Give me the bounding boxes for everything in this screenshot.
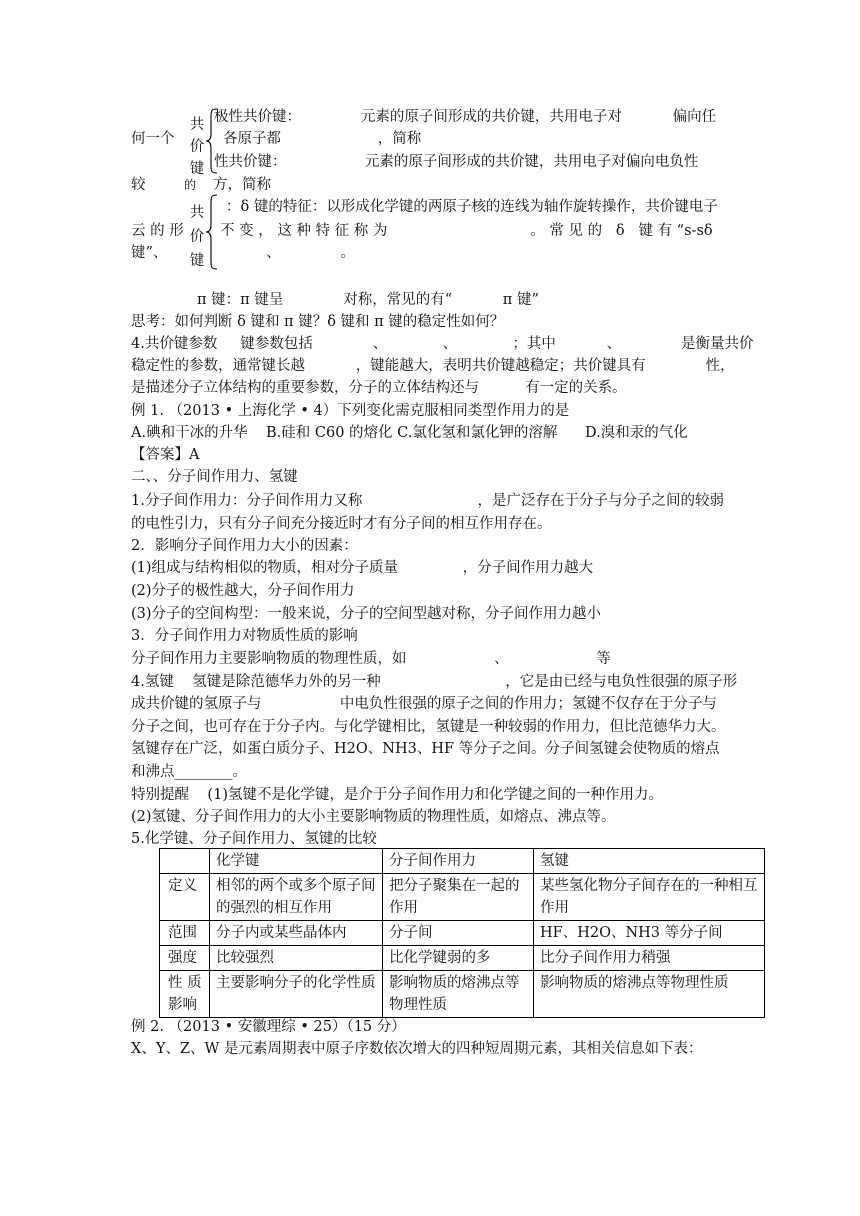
table-header-cell: 化学键 (210, 849, 383, 874)
hydrogen-bond-line3: 分子之间，也可存在于分子内。与化学键相比，氢键是一种较弱的作用力，但比范德华力大。 (131, 719, 726, 735)
vertical-char: 键 (189, 161, 205, 177)
special-tip-2: (2)氢键、分子间作用力的大小主要影响物质的物理性质，如熔点、沸点等。 (131, 809, 616, 825)
section2-heading: 二、、分子间作用力、氢键 (131, 469, 298, 485)
example1-options: A.碘和干冰的升华 B.硅和 C60 的熔化 C.氯化氢和氯化钾的溶解 D.溴和汞的气化 (131, 425, 688, 441)
table-cell: 影响物质的熔沸点等物理性质 (383, 971, 534, 1018)
special-tip-1: 特别提醒 (1)氢键不是化学键，是介于分子间作用力和化学键之间的一种作用力。 (131, 787, 663, 803)
think-question: 思考：如何判断 δ 键和 π 键？δ 键和 π 键的稳定性如何？ (131, 314, 505, 330)
example1-answer: 【答案】A (131, 447, 200, 463)
table-row-header: 范围 (160, 921, 210, 946)
vertical-char: 价 (189, 229, 205, 245)
sigma-bond-line3: 、 。 (220, 245, 356, 261)
vertical-char: 共 (189, 205, 205, 221)
nonpolar-bond-line1: 性共价键： 元素的原子间形成的共价键，共用电子对偏向电负性 (214, 154, 699, 170)
factor-2: (2)分子的极性越大，分子间作用力 (131, 583, 355, 599)
hydrogen-bond-line1: 4.氢键 氢键是除范德华力外的另一种 ，它是由已经与电负性很强的原子形 (131, 674, 738, 690)
nonpolar-bond-line2: 方，简称 (213, 177, 271, 193)
sigma-bond-line1: ：δ 键的特征：以形成化学键的两原子核的连线为轴作旋转操作，共价键电子 (226, 199, 718, 215)
table-row (160, 921, 765, 946)
example2-title: 例 2. （2013 • 安徽理综 • 25）（15 分） (131, 1019, 406, 1035)
table-cell: 比较强烈 (210, 946, 383, 971)
table-cell: 某些氢化物分子间存在的一种相互作用 (534, 874, 765, 921)
factor-1: (1)组成与结构相似的物质，相对分子质量 ，分子间作用力越大 (131, 560, 594, 576)
table-header-cell: 分子间作用力 (383, 849, 534, 874)
hydrogen-bond-line5: 和沸点________。 (131, 764, 247, 780)
bond-params-line3: 是描述分子立体结构的重要参数，分子的立体结构还与 有一定的关系。 (131, 380, 627, 396)
table-header-cell (160, 849, 210, 874)
factor-3: (3)分子的空间构型：一般来说，分子的空间型越对称，分子间作用力越小 (131, 606, 602, 622)
table-header-cell: 氢键 (534, 849, 765, 874)
table-cell: 把分子聚集在一起的作用 (383, 874, 534, 921)
hydrogen-bond-line4: 氢键存在广泛，如蛋白质分子、H2O、NH3、HF 等分子之间。分子间氢键会使物质的熔点 (131, 741, 720, 757)
vertical-char: 键 (189, 253, 205, 269)
table-cell: 主要影响分子的化学性质 (210, 971, 383, 1018)
table-row (160, 946, 765, 971)
sigma-bond-prefix1: 云 的 形 (131, 223, 184, 239)
table-cell: 比化学键弱的多 (383, 946, 534, 971)
table-header-row (160, 849, 765, 874)
pi-bond-line: π 键：π 键呈 对称，常见的有“ π 键” (197, 292, 539, 308)
bond-params-line1: 4.共价键参数 键参数包括 、 、 ；其中 、 是衡量共价 (131, 336, 754, 352)
left-brace-icon (205, 194, 219, 270)
table-cell: 分子内或某些晶体内 (210, 921, 383, 946)
nonpolar-bond-prefix: 较 (131, 177, 146, 193)
intermolecular-force-line1: 1.分子间作用力：分子间作用力又称 ，是广泛存在于分子与分子之间的较弱 (131, 493, 725, 509)
comparison-table (159, 848, 765, 1018)
table-row-header: 定义 (160, 874, 210, 921)
example1-title: 例 1. （2013 • 上海化学 • 4）下列变化需克服相同类型作用力的是 (131, 403, 570, 419)
intermolecular-force-line2: 的电性引力，只有分子间充分接近时才有分子间的相互作用存在。 (131, 516, 552, 532)
comparison-heading: 5.化学键、分子间作用力、氢键的比较 (131, 831, 377, 847)
factors-heading: 2．影响分子间作用力大小的因素： (131, 538, 358, 554)
sigma-bond-prefix2: 键”、 (131, 245, 168, 261)
polar-bond-line1: 极性共价键： 元素的原子间形成的共价键，共用电子对 偏向任 (214, 109, 717, 125)
polar-bond-line2: 各原子都 ，简称 (223, 131, 422, 147)
polar-bond-prefix: 何一个 (131, 131, 175, 147)
nonpolar-bond-fragment: 的 (184, 178, 197, 192)
table-cell: 相邻的两个或多个原子间的强烈的相互作用 (210, 874, 383, 921)
bond-params-line2: 稳定性的参数，通常键长越 ，键能越大，表明共价键越稳定；共价键具有 性， (131, 358, 735, 374)
table-row (160, 874, 765, 921)
table-cell: 分子间 (383, 921, 534, 946)
table-cell: 影响物质的熔沸点等物理性质 (534, 971, 765, 1018)
vertical-char: 价 (189, 139, 205, 155)
sigma-bond-line2: 不 变 ， 这 种 特 征 称 为 。 常 见 的 δ 键 有 “s-sδ (220, 223, 713, 239)
table-cell: HF、H2O、NH3 等分子间 (534, 921, 765, 946)
hydrogen-bond-line2: 成共价键的氢原子与 中电负性很强的原子之间的作用力；氢键不仅存在于分子与 (131, 696, 717, 712)
vertical-char: 共 (189, 117, 205, 133)
table-row-header: 性 质影响 (160, 971, 210, 1018)
effects-text: 分子间作用力主要影响物质的物理性质，如 、 等 (131, 651, 611, 667)
table-row-header: 强度 (160, 946, 210, 971)
table-row (160, 971, 765, 1018)
example2-text: X、Y、Z、W 是元素周期表中原子序数依次增大的四种短周期元素，其相关信息如下表： (131, 1041, 703, 1057)
effects-heading: 3．分子间作用力对物质性质的影响 (131, 628, 358, 644)
left-brace-icon (205, 108, 219, 174)
table-cell: 比分子间作用力稍强 (534, 946, 765, 971)
